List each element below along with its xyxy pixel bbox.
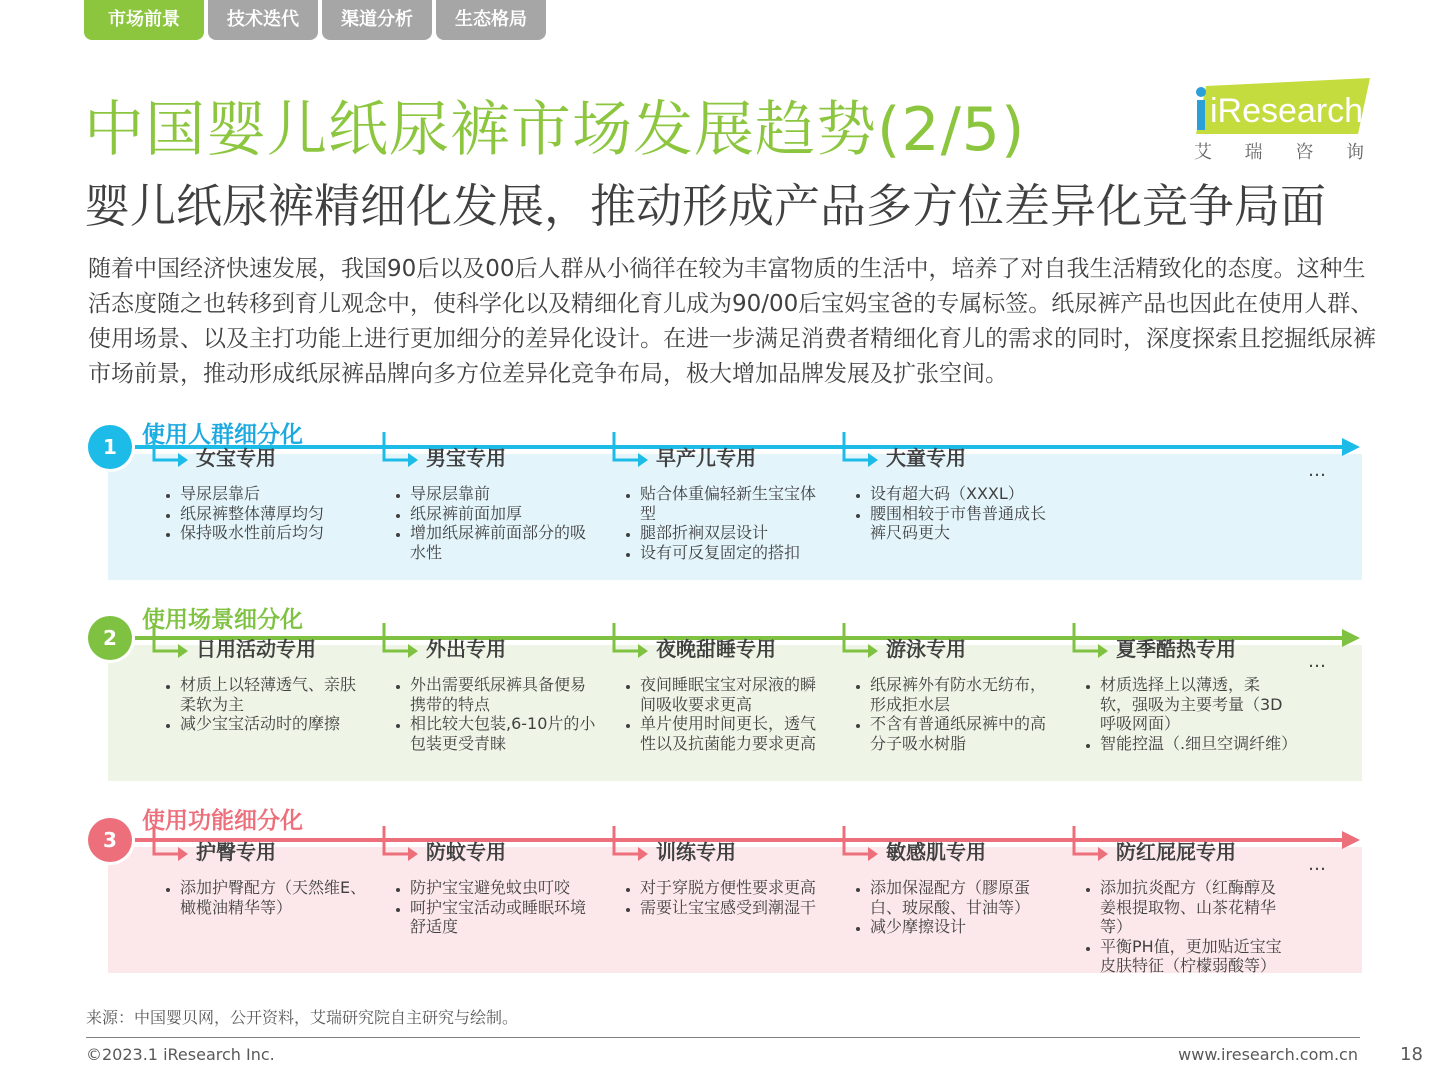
segment-point: • 纸尿裤外有防水无纺布，形成拒水层 <box>870 675 1060 714</box>
segment-item <box>150 432 372 582</box>
segment-item-points <box>610 675 830 753</box>
top-tabs <box>84 0 546 40</box>
segment-point: • 增加纸尿裤前面部分的吸水性 <box>410 523 600 562</box>
segment-point: • 材质上以轻薄透气、亲肤柔软为主 <box>180 675 370 714</box>
more-ellipsis: … <box>1308 854 1326 875</box>
segment-item-points <box>380 484 600 562</box>
hook-arrow-icon <box>610 432 650 472</box>
segment-point: • 平衡PH值，更加贴近宝宝皮肤特征（柠檬弱酸等） <box>1100 937 1290 976</box>
hook-arrow-icon <box>380 623 420 663</box>
segment-item <box>1070 826 1292 976</box>
segment-item-points <box>1070 878 1290 976</box>
segment-point: • 单片使用时间更长，透气性以及抗菌能力要求更高 <box>640 714 830 753</box>
section-number-badge: 2 <box>88 616 132 660</box>
segment-point: • 智能控温（.细旦空调纤维） <box>1100 734 1290 754</box>
segment-item <box>150 623 372 773</box>
segment-item-points <box>610 878 830 917</box>
segment-point: • 减少摩擦设计 <box>870 917 1060 937</box>
iresearch-logo-mark <box>1192 78 1370 134</box>
segment-item-title: 外出专用 <box>426 637 506 661</box>
segment-item <box>610 623 832 773</box>
segment-item-points <box>150 878 370 917</box>
footer-divider <box>86 1037 1360 1038</box>
segment-item-title: 敏感肌专用 <box>886 840 986 864</box>
segment-point: • 导尿层靠后 <box>180 484 370 504</box>
segment-item-title: 夜晚甜睡专用 <box>656 637 776 661</box>
logo-brand-text: iResearch <box>1210 92 1364 130</box>
segment-point: • 添加护臀配方（天然维E、橄榄油精华等） <box>180 878 370 917</box>
segment-point: • 纸尿裤前面加厚 <box>410 504 600 524</box>
hook-arrow-icon <box>380 432 420 472</box>
section-title: 使用人群细分化 <box>142 422 303 448</box>
section-title: 使用功能细分化 <box>142 808 303 834</box>
segment-point: • 添加抗炎配方（红酶醇及姜根提取物、山茶花精华等） <box>1100 878 1290 937</box>
timeline-arrowhead <box>1342 438 1360 456</box>
segment-point: • 添加保湿配方（膠原蛋白、玻尿酸、甘油等） <box>870 878 1060 917</box>
segment-item <box>380 432 602 582</box>
iresearch-logo <box>1186 74 1376 164</box>
copyright: ©2023.1 iResearch Inc. <box>86 1045 275 1064</box>
segment-point: • 设有可反复固定的搭扣 <box>640 543 830 563</box>
segment-item <box>610 432 832 582</box>
logo-char-3: 咨 <box>1295 142 1314 163</box>
segment-point: • 纸尿裤整体薄厚均匀 <box>180 504 370 524</box>
page-title: 中国婴儿纸尿裤市场发展趋势(2/5) <box>84 95 1026 165</box>
logo-char-2: 瑞 <box>1244 142 1263 163</box>
segment-point: • 减少宝宝活动时的摩擦 <box>180 714 370 734</box>
hook-arrow-icon <box>150 623 190 663</box>
hook-arrow-icon <box>1070 623 1110 663</box>
intro-paragraph: 随着中国经济快速发展，我国90后以及00后人群从小徜徉在较为丰富物质的生活中，培养了对自我生活精致化的态度。这种生活态度随之也转移到育儿观念中，使科学化以及精细化育儿成为90/00后宝妈宝爸的专属标签。纸尿裤产品也因此在使用人群、使用场景、以及主打功能上进行更加细分的差异化设计。在进一步满足消费者精细化育儿的需求的同时，深度探索且挖掘纸尿裤市场前景，推动形成纸尿裤品牌向多方位差异化竞争布局，极大增加品牌发展及扩张空间。 <box>88 256 1376 387</box>
segment-item-title: 大童专用 <box>886 446 966 470</box>
segment-point: • 对于穿脱方便性要求更高 <box>640 878 830 898</box>
segment-point: • 外出需要纸尿裤具备便易携带的特点 <box>410 675 600 714</box>
segment-item <box>380 826 602 976</box>
source-note: 来源：中国婴贝网，公开资料，艾瑞研究院自主研究与绘制。 <box>86 1008 519 1027</box>
tab-tech-iteration[interactable]: 技术迭代 <box>208 0 318 40</box>
segment-item-title: 早产儿专用 <box>656 446 756 470</box>
segment-point: • 腿部折裥双层设计 <box>640 523 830 543</box>
segment-item <box>840 826 1062 976</box>
segment-item <box>840 432 1062 582</box>
hook-arrow-icon <box>610 826 650 866</box>
segment-point: • 导尿层靠前 <box>410 484 600 504</box>
section-number-badge: 3 <box>88 818 132 862</box>
page-subtitle: 婴儿纸尿裤精细化发展，推动形成产品多方位差异化竞争局面 <box>84 179 1326 233</box>
segment-item <box>840 623 1062 773</box>
segment-item-title: 护臀专用 <box>196 840 276 864</box>
page-number: 18 <box>1400 1044 1423 1065</box>
hook-arrow-icon <box>150 432 190 472</box>
segment-item <box>610 826 832 976</box>
hook-arrow-icon <box>380 826 420 866</box>
website-link[interactable]: www.iresearch.com.cn <box>1178 1045 1358 1064</box>
segment-item-title: 夏季酷热专用 <box>1116 637 1236 661</box>
segment-item-points <box>840 878 1060 937</box>
logo-chinese-name <box>1194 138 1364 164</box>
segment-point: • 腰围相较于市售普通成长裤尺码更大 <box>870 504 1060 543</box>
segment-item-points <box>840 484 1060 543</box>
segment-item-title: 女宝专用 <box>196 446 276 470</box>
segment-point: • 保持吸水性前后均匀 <box>180 523 370 543</box>
segment-item-points <box>840 675 1060 753</box>
segment-item-title: 日用活动专用 <box>196 637 316 661</box>
segment-point: • 不含有普通纸尿裤中的高分子吸水树脂 <box>870 714 1060 753</box>
segment-item-title: 训练专用 <box>656 840 736 864</box>
segment-item-points <box>150 484 370 543</box>
segment-point: • 防护宝宝避免蚊虫叮咬 <box>410 878 600 898</box>
hook-arrow-icon <box>610 623 650 663</box>
section-number-badge: 1 <box>88 425 132 469</box>
segment-item-points <box>610 484 830 562</box>
hook-arrow-icon <box>840 826 880 866</box>
segment-point: • 呵护宝宝活动或睡眠环境舒适度 <box>410 898 600 937</box>
tab-market-outlook[interactable]: 市场前景 <box>84 0 204 40</box>
segment-item-title: 游泳专用 <box>886 637 966 661</box>
segment-point: • 贴合体重偏轻新生宝宝体型 <box>640 484 830 523</box>
segment-point: • 相比较大包装,6-10片的小包装更受青睐 <box>410 714 600 753</box>
hook-arrow-icon <box>840 623 880 663</box>
timeline-arrowhead <box>1342 629 1360 647</box>
tab-channel-analysis[interactable]: 渠道分析 <box>322 0 432 40</box>
hook-arrow-icon <box>150 826 190 866</box>
segment-item <box>150 826 372 976</box>
more-ellipsis: … <box>1308 651 1326 672</box>
segment-item-title: 防蚊专用 <box>426 840 506 864</box>
logo-char-4: 询 <box>1345 142 1364 163</box>
segment-item <box>380 623 602 773</box>
segment-item-points <box>380 878 600 937</box>
hook-arrow-icon <box>840 432 880 472</box>
hook-arrow-icon <box>1070 826 1110 866</box>
segment-item-points <box>380 675 600 753</box>
timeline-arrowhead <box>1342 831 1360 849</box>
segment-item-points <box>150 675 370 734</box>
more-ellipsis: … <box>1308 460 1326 481</box>
segment-point: • 材质选择上以薄透，柔软，强吸为主要考量（3D呼吸网面） <box>1100 675 1290 734</box>
segment-item-title: 防红屁屁专用 <box>1116 840 1236 864</box>
segment-point: • 需要让宝宝感受到潮湿干 <box>640 898 830 918</box>
segment-point: • 夜间睡眠宝宝对尿液的瞬间吸收要求更高 <box>640 675 830 714</box>
segment-point: • 设有超大码（XXXL） <box>870 484 1060 504</box>
logo-char-1: 艾 <box>1194 142 1212 163</box>
segment-item <box>1070 623 1298 773</box>
section-title: 使用场景细分化 <box>142 607 303 633</box>
tab-ecosystem[interactable]: 生态格局 <box>436 0 546 40</box>
segment-item-points <box>1070 675 1298 753</box>
segment-item-title: 男宝专用 <box>426 446 506 470</box>
